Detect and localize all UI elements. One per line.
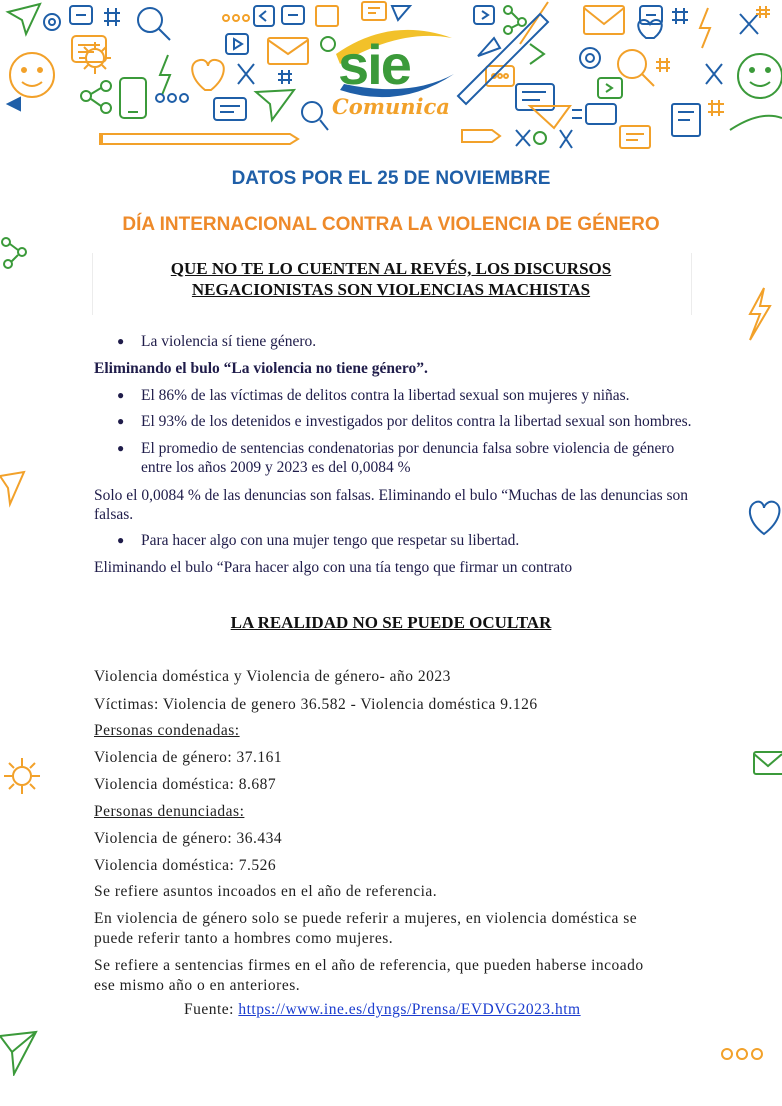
bullet-5: Para hacer algo con una mujer tengo que respetar su libertad.: [141, 532, 520, 549]
email-icon: [268, 38, 308, 64]
heart-icon: [192, 60, 224, 90]
header-banner: [0, 0, 782, 155]
title-date: DATOS POR EL 25 DE NOVIEMBRE: [231, 168, 551, 189]
bullet-dot: ●: [117, 533, 125, 547]
note-1: Se refiere asuntos incoados en el año de referencia.: [94, 883, 438, 900]
bullet-dot: ●: [117, 334, 125, 348]
at-icon: [44, 14, 60, 30]
condenadas-domestica: Violencia doméstica: 8.687: [94, 776, 277, 793]
bullet-4-line2: entre los años 2009 y 2023 es del 0,0084 %: [141, 459, 411, 476]
condenadas-label: Personas condenadas:: [94, 722, 240, 739]
note-2-line2: puede referir tanto a hombres como mujeres.: [94, 930, 394, 947]
sie-comunica-logo: [330, 24, 460, 134]
condenadas-genero: Violencia de género: 37.161: [94, 749, 283, 766]
denunciadas-domestica: Violencia doméstica: 7.526: [94, 857, 277, 874]
debunk-3: Eliminando el bulo “Para hacer algo con una tía tengo que firmar un contrato: [94, 559, 573, 576]
sun-icon: [0, 752, 48, 800]
pen-icon: [458, 14, 548, 104]
source-label: Fuente:: [184, 1001, 234, 1018]
x-icon: [238, 64, 254, 84]
note-3-line2: ese mismo año o en anteriores.: [94, 977, 301, 994]
hash-icon: [104, 8, 120, 26]
bullet-dot: ●: [117, 388, 125, 402]
paper-plane-icon: [0, 1030, 40, 1076]
heart-icon: [744, 494, 782, 538]
denunciadas-genero: Violencia de género: 36.434: [94, 830, 283, 847]
source-link[interactable]: https://www.ine.es/dyngs/Prensa/EVDVG2023.htm: [238, 1001, 581, 1018]
title-day: DÍA INTERNACIONAL CONTRA LA VIOLENCIA DE GÉNERO: [122, 214, 660, 235]
section1-heading-line1: QUE NO TE LO CUENTEN AL REVÉS, LOS DISCURSOS: [170, 259, 612, 278]
stat-line-1: Violencia doméstica y Violencia de género- año 2023: [94, 668, 451, 685]
paper-plane-icon: [0, 468, 26, 508]
paper-plane-icon: [8, 4, 40, 34]
bullet-dot: ●: [117, 414, 125, 428]
smiley-right-icon: [738, 54, 782, 98]
bullet-4-line1: El promedio de sentencias condenatorias por denuncia falsa sobre violencia de género: [141, 440, 675, 457]
stat-line-2: Víctimas: Violencia de genero 36.582 - Violencia doméstica 9.126: [94, 696, 538, 713]
source-line: [184, 1001, 581, 1019]
phone-icon: [120, 78, 146, 118]
smiley-icon: [10, 53, 54, 97]
section1-heading-line2: NEGACIONISTAS SON VIOLENCIAS MACHISTAS: [191, 280, 591, 299]
bullet-2: El 86% de las víctimas de delitos contra la libertad sexual son mujeres y niñas.: [141, 387, 630, 404]
lightning-icon: [160, 55, 170, 95]
lightning-icon: [744, 286, 774, 342]
logo-subtitle: Comunica: [332, 94, 450, 119]
email-icon: [752, 748, 782, 778]
bullet-dot: ●: [117, 441, 125, 455]
falsas-line2: falsas.: [94, 506, 134, 523]
logo-text: sie: [338, 33, 410, 96]
share-icon: [81, 81, 111, 113]
bullet-3: El 93% de los detenidos e investigados por delitos contra la libertad sexual son hombres.: [141, 413, 692, 430]
note-3-line1: Se refiere a sentencias firmes en el año de referencia, que pueden haberse incoado: [94, 957, 644, 974]
chat-icon: [72, 36, 106, 62]
denunciadas-label: Personas denunciadas:: [94, 803, 245, 820]
bullet-1: La violencia sí tiene género.: [141, 333, 317, 350]
note-2-line1: En violencia de género solo se puede referir a mujeres, en violencia doméstica se: [94, 910, 638, 927]
debunk-1: Eliminando el bulo “La violencia no tiene género”.: [94, 360, 428, 377]
falsas-line1: Solo el 0,0084 % de las denuncias son falsas. Eliminando el bulo “Muchas de las denuncias son: [94, 487, 689, 504]
dots-icon: [720, 1046, 764, 1062]
share-icon: [0, 232, 30, 272]
pencil-icon: [100, 134, 298, 144]
search-icon: [138, 8, 170, 40]
section2-heading: LA REALIDAD NO SE PUEDE OCULTAR: [230, 613, 552, 632]
refresh-icon: [70, 6, 92, 24]
